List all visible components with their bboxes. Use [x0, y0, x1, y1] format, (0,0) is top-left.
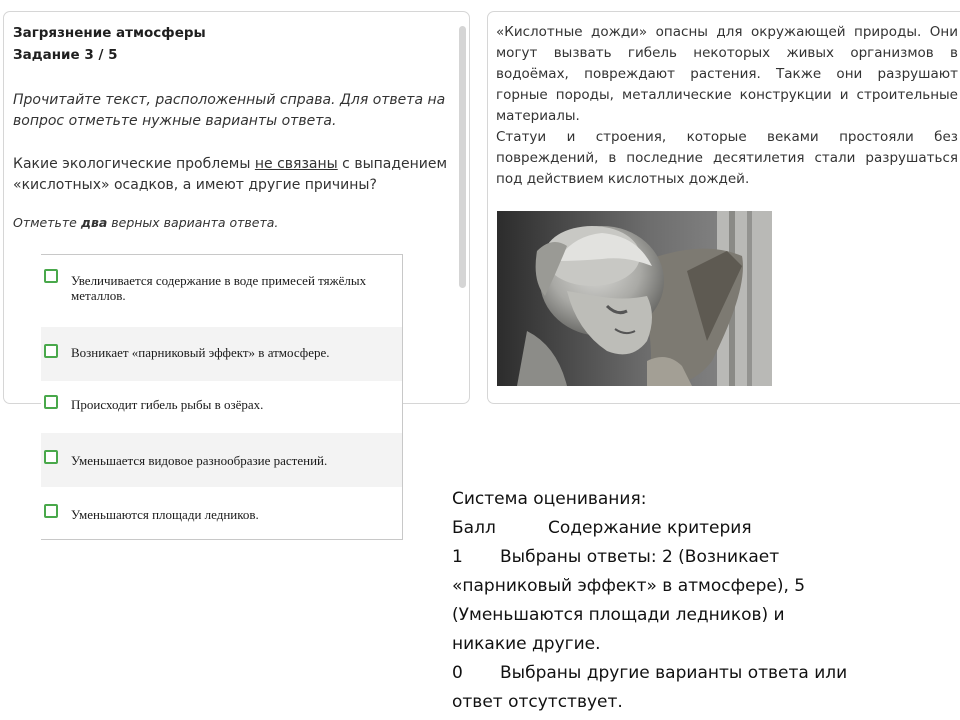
task-title: Загрязнение атмосферы [13, 25, 206, 41]
answer-hint [13, 215, 278, 230]
checkbox[interactable] [44, 344, 58, 358]
score-value: 0 [452, 663, 463, 683]
criterion-text-cont: ответ отсутствует. [452, 692, 623, 712]
grading-system [452, 485, 912, 717]
score-column-header: Балл [452, 518, 496, 538]
answer-option-3[interactable] [41, 381, 402, 433]
answer-option-1[interactable] [41, 259, 402, 323]
reading-text [496, 22, 958, 190]
criterion-column-header: Содержание критерия [548, 518, 752, 538]
answer-option-5[interactable] [41, 487, 402, 539]
option-label: Уменьшается видовое разнообразие растений. [71, 453, 328, 468]
grading-row-1 [452, 543, 912, 572]
reading-paragraph-1: «Кислотные дожди» опасны для окружающей природы. Они могут вызвать гибель некоторых живых организмов в водоёмах, повреждают растения. Также они разрушают горные породы, металлические конструкции и строительные материалы. [496, 24, 958, 124]
reading-paragraph-2: Статуи и строения, которые веками простояли без повреждений, в последние десятилетия стали разрушаться под действием кислотных дождей. [496, 129, 958, 187]
criterion-text: Выбраны другие варианты ответа или [500, 663, 848, 683]
criterion-text-cont: (Уменьшаются площади ледников) и [452, 605, 785, 625]
score-value: 1 [452, 547, 463, 567]
checkbox[interactable] [44, 395, 58, 409]
hint-count: два [80, 215, 108, 230]
grading-row-0 [452, 659, 912, 688]
task-instruction: Прочитайте текст, расположенный справа. Для ответа на вопрос отметьте нужные варианты ответа. [13, 92, 446, 129]
question-text-end: с выпадением «кислотных» осадков, а имеют другие причины? [13, 156, 448, 193]
grading-header [452, 514, 912, 543]
grading-title: Система оценивания: [452, 489, 647, 509]
criterion-text-cont: «парниковый эффект» в атмосфере), 5 [452, 576, 806, 596]
scrollbar[interactable] [459, 26, 466, 288]
option-label: Уменьшаются площади ледников. [71, 507, 259, 522]
criterion-text-cont: никакие другие. [452, 634, 601, 654]
question-underlined: не связаны [254, 156, 338, 172]
question-text-start: Какие экологические проблемы [13, 156, 255, 172]
criterion-text: Выбраны ответы: 2 (Возникает [500, 547, 780, 567]
task-question [13, 154, 453, 196]
hint-text-end: верных варианта ответа. [107, 215, 279, 230]
option-label: Происходит гибель рыбы в озёрах. [71, 397, 264, 412]
eroded-statue-photo [497, 211, 772, 386]
answer-options [41, 254, 403, 540]
option-label: Увеличивается содержание в воде примесей тяжёлых металлов. [71, 273, 367, 303]
answer-option-2[interactable] [41, 327, 402, 381]
checkbox[interactable] [44, 504, 58, 518]
checkbox[interactable] [44, 269, 58, 283]
option-label: Возникает «парниковый эффект» в атмосфере. [71, 345, 330, 360]
task-counter: Задание 3 / 5 [13, 47, 118, 63]
hint-text-start: Отметьте [13, 215, 81, 230]
checkbox[interactable] [44, 450, 58, 464]
answer-option-4[interactable] [41, 433, 402, 487]
